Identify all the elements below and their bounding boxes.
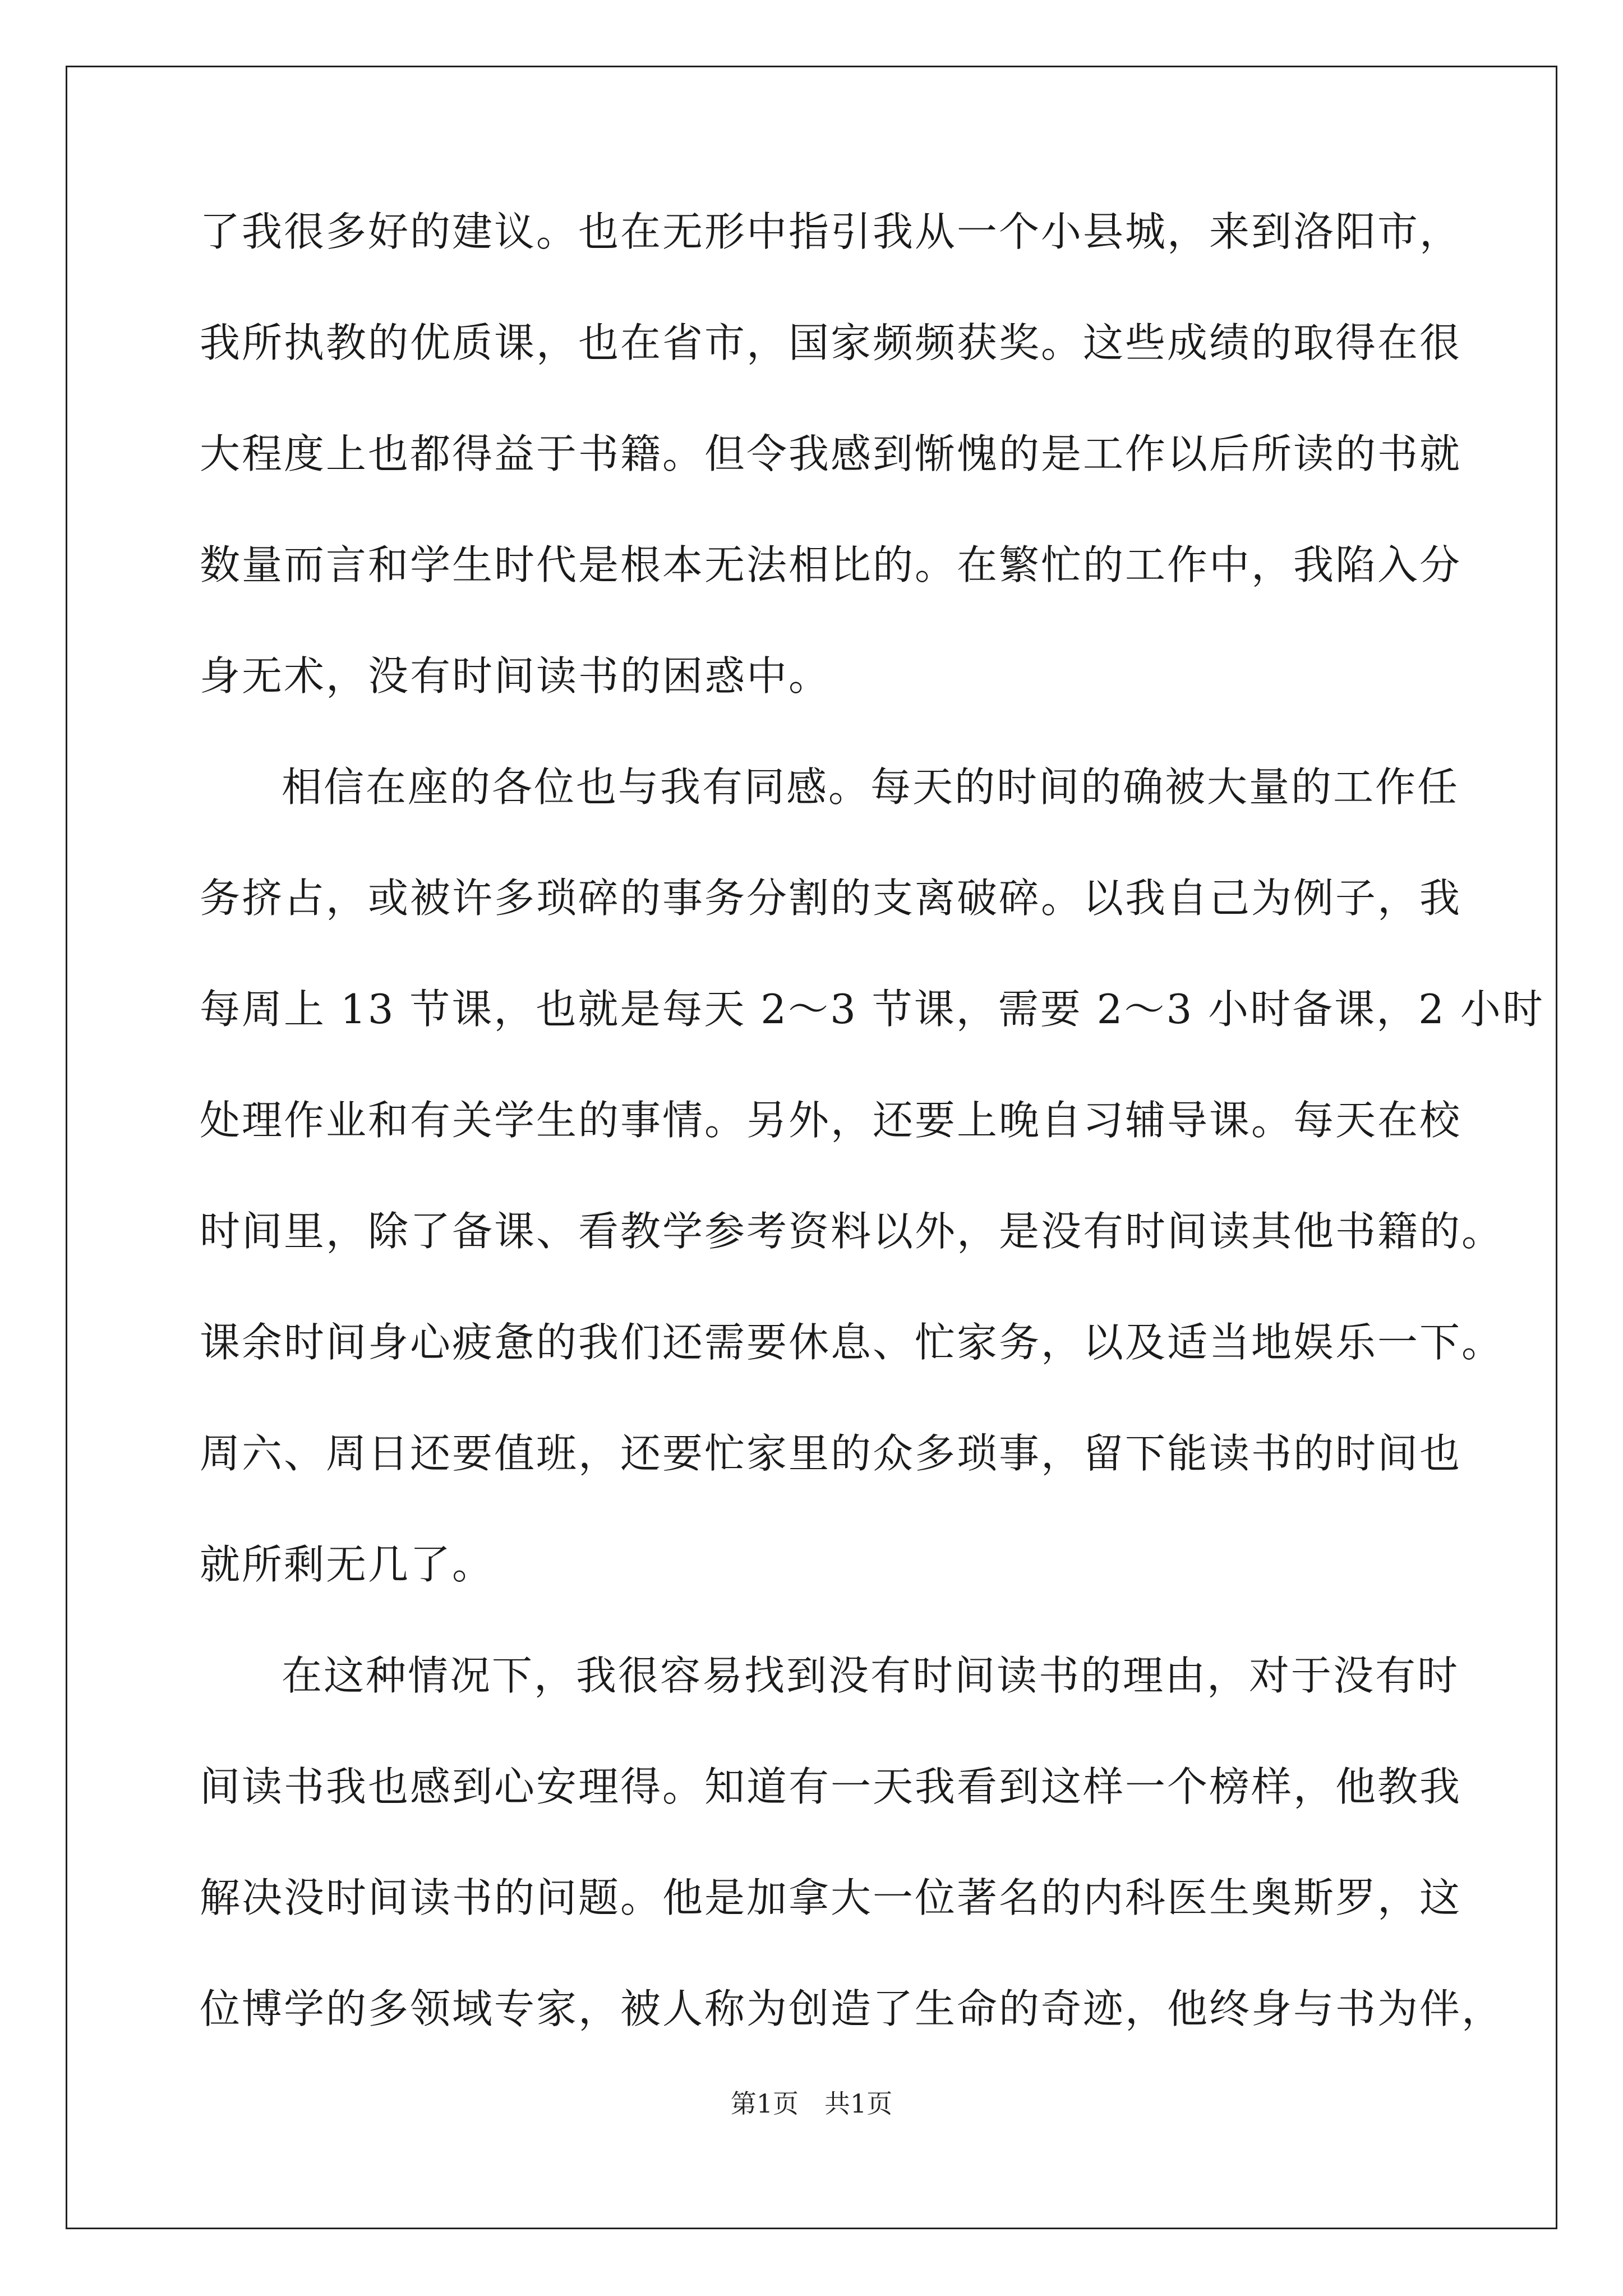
page-number-footer: 第1页 共1页 <box>730 2088 893 2119</box>
text-line-7: 务挤占，或被许多琐碎的事务分割的支离破碎。以我自己为例子，我 <box>200 875 1462 922</box>
text-line-17: 位博学的多领域专家，被人称为创造了生命的奇迹，他终身与书为伴， <box>200 1985 1504 2032</box>
text-line-15: 间读书我也感到心安理得。知道有一天我看到这样一个榜样，他教我 <box>200 1763 1462 1810</box>
text-line-8: 每周上 13 节课，也就是每天 2～3 节课，需要 2～3 小时备课，2 小时 <box>200 986 1544 1033</box>
text-line-13: 就所剩无几了。 <box>200 1541 495 1588</box>
text-line-9: 处理作业和有关学生的事情。另外，还要上晚自习辅导课。每天在校 <box>200 1097 1462 1144</box>
text-line-4: 数量而言和学生时代是根本无法相比的。在繁忙的工作中，我陷入分 <box>200 541 1462 588</box>
text-line-2: 我所执教的优质课，也在省市，国家频频获奖。这些成绩的取得在很 <box>200 319 1462 366</box>
text-line-6: 相信在座的各位也与我有同感。每天的时间的确被大量的工作任 <box>282 763 1460 811</box>
text-line-5: 身无术，没有时间读书的困惑中。 <box>200 652 831 700</box>
text-line-11: 课余时间身心疲惫的我们还需要休息、忙家务，以及适当地娱乐一下。 <box>200 1319 1504 1366</box>
text-line-12: 周六、周日还要值班，还要忙家里的众多琐事，留下能读书的时间也 <box>200 1430 1462 1477</box>
text-line-3: 大程度上也都得益于书籍。但令我感到惭愧的是工作以后所读的书就 <box>200 430 1462 477</box>
text-line-14: 在这种情况下，我很容易找到没有时间读书的理由，对于没有时 <box>282 1652 1460 1699</box>
text-line-1: 了我很多好的建议。也在无形中指引我从一个小县城，来到洛阳市， <box>200 208 1462 255</box>
text-line-16: 解决没时间读书的问题。他是加拿大一位著名的内科医生奥斯罗，这 <box>200 1874 1462 1921</box>
text-line-10: 时间里，除了备课、看教学参考资料以外，是没有时间读其他书籍的。 <box>200 1208 1504 1255</box>
